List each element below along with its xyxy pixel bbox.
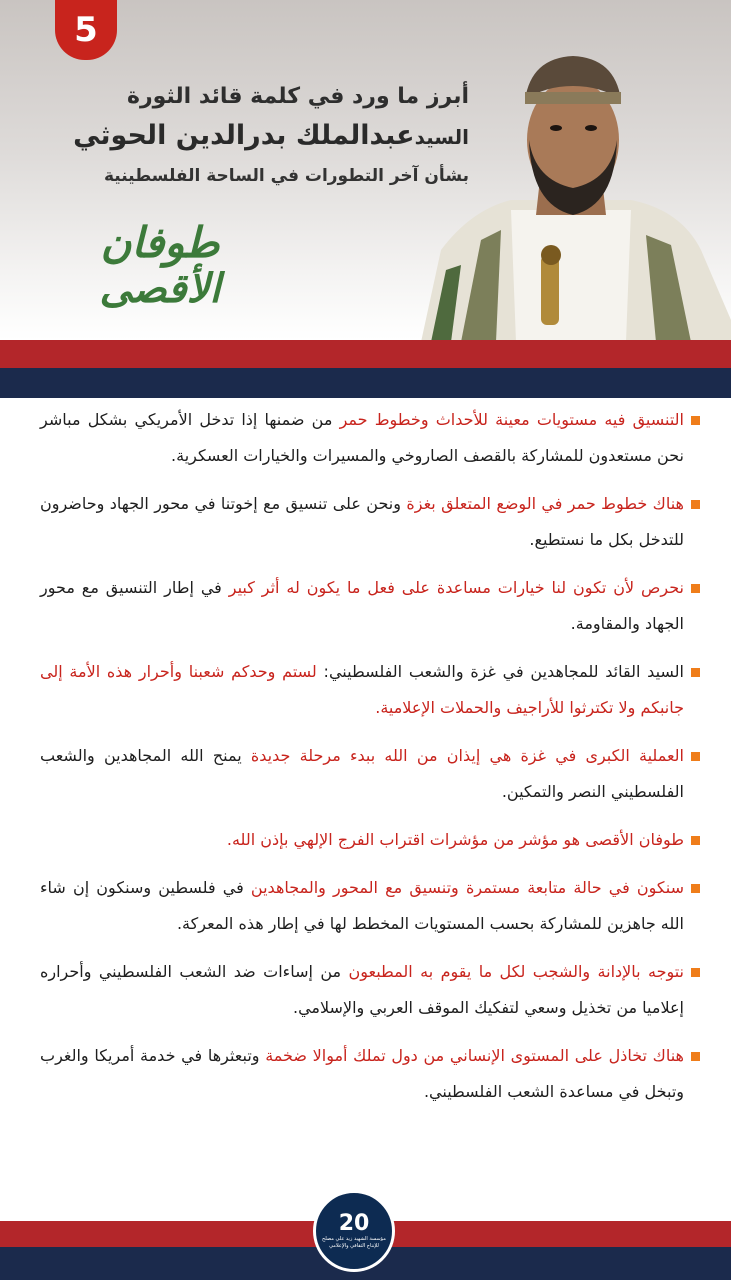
list-item bbox=[40, 486, 688, 558]
logo-line1: طوفان bbox=[100, 218, 220, 267]
list-item bbox=[40, 738, 688, 810]
headline-line3: بشأن آخر التطورات في الساحة الفلسطينية bbox=[103, 166, 469, 186]
list-item bbox=[40, 954, 688, 1026]
item-highlight: نحرص لأن تكون لنا خيارات مساعدة على فعل ما يكون له أثر كبير bbox=[228, 578, 685, 597]
item-highlight: طوفان الأقصى هو مؤشر من مؤشرات اقتراب الفرج الإلهي بإذن الله. bbox=[226, 830, 684, 849]
headline-line1: أبرز ما ورد في كلمة قائد الثورة bbox=[126, 84, 469, 109]
speaker-portrait bbox=[401, 20, 731, 340]
item-highlight: العملية الكبرى في غزة هي إيذان من الله ببدء مرحلة جديدة bbox=[250, 746, 684, 765]
headline-name-text: عبدالملك بدرالدين الحوثي bbox=[73, 120, 415, 151]
emblem-caption: مؤسسة الشهيد زيد علي مصلح للإنتاج الثقافي والإعلامي bbox=[322, 1236, 386, 1249]
bullet-icon bbox=[691, 416, 700, 425]
organization-emblem bbox=[313, 1190, 395, 1272]
operation-logo bbox=[80, 220, 240, 312]
bullet-icon bbox=[691, 752, 700, 761]
bullet-icon bbox=[691, 884, 700, 893]
list-item bbox=[40, 870, 688, 942]
item-highlight: هناك خطوط حمر في الوضع المتعلق بغزة bbox=[406, 494, 684, 513]
header-band-navy bbox=[0, 368, 731, 398]
bullet-icon bbox=[691, 968, 700, 977]
emblem-number: 20 bbox=[338, 1211, 370, 1236]
bullet-icon bbox=[691, 836, 700, 845]
statements-list bbox=[40, 402, 688, 1122]
headline-prefix: السيد bbox=[414, 125, 469, 149]
item-text: في إطار التنسيق مع محور الجهاد والمقاومة. bbox=[40, 578, 684, 633]
item-highlight: نتوجه بالإدانة والشجب لكل ما يقوم به المطبعون bbox=[348, 962, 685, 981]
item-highlight: التنسيق فيه مستويات معينة للأحداث وخطوط حمر bbox=[339, 410, 684, 429]
header-band-red bbox=[0, 340, 731, 368]
item-text: من إساءات ضد الشعب الفلسطيني وأحراره إعلاميا من تخذيل وسعي لتفكيك الموقف العربي والإسلامي. bbox=[40, 962, 684, 1017]
headline-name bbox=[9, 114, 469, 159]
logo-line2: الأقصى bbox=[99, 265, 221, 312]
list-item bbox=[40, 654, 688, 726]
page-number-badge: 5 bbox=[55, 0, 117, 60]
title-block bbox=[9, 80, 469, 193]
list-item bbox=[40, 402, 688, 474]
item-text: من ضمنها إذا تدخل الأمريكي بشكل مباشر نحن مستعدون للمشاركة بالقصف الصاروخي والمسيرات والخيارات العسكرية. bbox=[40, 410, 684, 465]
item-text: وتبعثرها في خدمة أمريكا والغرب وتبخل في مساعدة الشعب الفلسطيني. bbox=[40, 1046, 684, 1101]
item-text: في فلسطين وسنكون إن شاء الله جاهزين للمشاركة بحسب المستويات المخطط لها في إطار هذه المعركة. bbox=[40, 878, 684, 933]
bullet-icon bbox=[691, 500, 700, 509]
item-highlight: لستم وحدكم شعبنا وأحرار هذه الأمة إلى جانبكم ولا تكترثوا للأراجيف والحملات الإعلامية. bbox=[40, 662, 684, 717]
item-text: ونحن على تنسيق مع إخوتنا في محور الجهاد وحاضرون للتدخل بكل ما نستطيع. bbox=[40, 494, 684, 549]
list-item bbox=[40, 822, 688, 858]
item-highlight: سنكون في حالة متابعة مستمرة وتنسيق مع المحور والمجاهدين bbox=[250, 878, 685, 897]
item-highlight: هناك تخاذل على المستوى الإنساني من دول تملك أموالا ضخمة bbox=[265, 1046, 684, 1065]
bullet-icon bbox=[691, 1052, 700, 1061]
list-item bbox=[40, 1038, 688, 1110]
bullet-icon bbox=[691, 584, 700, 593]
item-text: السيد القائد للمجاهدين في غزة والشعب الفلسطيني: bbox=[316, 662, 684, 681]
item-text: يمنح الله المجاهدين والشعب الفلسطيني النصر والتمكين. bbox=[40, 746, 684, 801]
bullet-icon bbox=[691, 668, 700, 677]
header bbox=[0, 0, 731, 340]
list-item bbox=[40, 570, 688, 642]
